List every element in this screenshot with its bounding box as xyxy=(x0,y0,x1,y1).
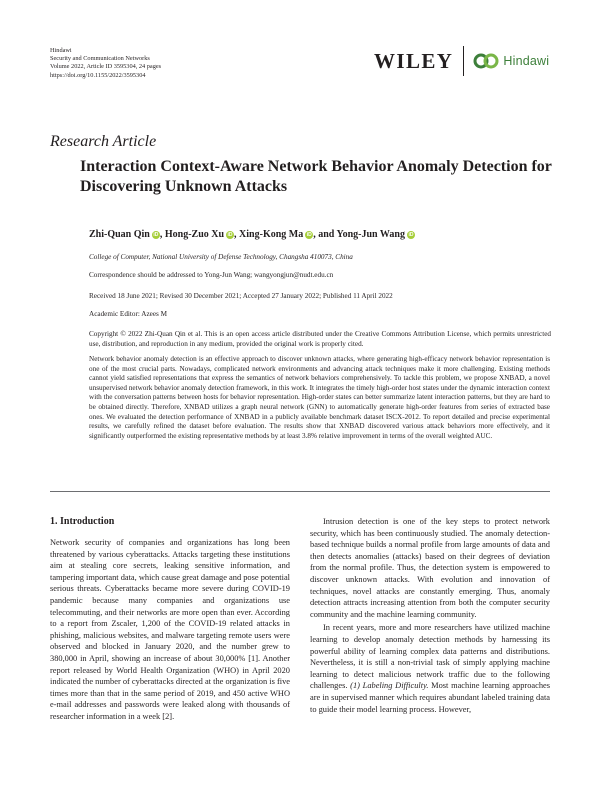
publisher-name: Hindawi xyxy=(50,47,72,54)
section-divider xyxy=(50,491,550,492)
article-type: Research Article xyxy=(50,133,157,150)
body-column-right xyxy=(310,516,550,715)
author-separator: , and xyxy=(313,229,337,240)
orcid-icon[interactable]: iD xyxy=(153,232,159,238)
affiliation: College of Computer, National University of Defense Technology, Changsha 410073, China xyxy=(89,253,353,261)
paragraph-text: In recent years, more and more researchers have utilized machine learning to develop anomaly detection methods by harnessing its powerful ability of learning complex data patterns and distributions. Nevertheless, it is still a non-trivial task of simply applying machine learning to detect malicious network traffic due to the following challenges. xyxy=(310,623,550,691)
author-name[interactable]: Hong-Zuo Xu xyxy=(164,229,225,240)
journal-info xyxy=(50,47,161,80)
hindawi-logo-text: Hindawi xyxy=(503,54,550,68)
author-name[interactable]: Yong-Jun Wang xyxy=(336,229,405,240)
author-separator: , xyxy=(234,229,240,240)
wiley-logo: WILEY xyxy=(374,48,454,73)
orcid-icon[interactable]: iD xyxy=(408,232,414,238)
correspondence: Correspondence should be addressed to Yong-Jun Wang; wangyongjun@nudt.edu.cn xyxy=(89,271,334,279)
article-title: Interaction Context-Aware Network Behavior Anomaly Detection for Discovering Unknown Attacks xyxy=(80,158,552,195)
orcid-icon[interactable]: iD xyxy=(306,232,312,238)
paragraph-text: Most machine learning approaches are in supervised manner which requires abundant labeled training data to guide their model learning process. However, xyxy=(310,681,550,714)
publisher-logos xyxy=(374,44,549,78)
section-heading: 1. Introduction xyxy=(50,516,115,527)
academic-editor: Academic Editor: Azees M xyxy=(89,310,168,318)
body-column-left xyxy=(50,537,290,723)
doi-link[interactable]: https://doi.org/10.1155/2022/3595304 xyxy=(50,71,146,79)
logo-divider xyxy=(463,46,464,76)
author-list xyxy=(89,229,415,240)
publication-dates: Received 18 June 2021; Revised 30 December 2021; Accepted 27 January 2022; Published 11 April 2022 xyxy=(89,292,393,300)
author-separator: , xyxy=(159,229,165,240)
emphasis-text: (1) Labeling Difficulty. xyxy=(350,681,429,691)
volume-line: Volume 2022, Article ID 3595304, 24 pages xyxy=(50,63,162,71)
author-name[interactable]: Zhi-Quan Qin xyxy=(89,229,150,240)
body-paragraph xyxy=(310,622,550,715)
copyright-notice: Copyright © 2022 Zhi-Quan Qin et al. This is an open access article distributed under the Creative Commons Attribution License, which permits unrestricted use, distribution, and reproduction in any medium, provided the original work is properly cited. xyxy=(89,330,551,348)
hindawi-logo-icon xyxy=(473,53,499,69)
journal-name: Security and Communication Networks xyxy=(50,55,150,63)
body-paragraph: Network security of companies and organizations has long been threatened by various cyberattacks. Attacks targeting these institutions aim at stealing core secrets, leaking sensitive information, and tampering important data, which cause great damage and pose potential serious threats. Cyberattacks became more severe during COVID-19 pandemic because many companies and organizations use telecommuting, and their networks are more open than ever. According to a report from Zscaler, 1,200 of the COVID-19 related attacks in phishing, malicious websites, and malware targeting remote users were observed and blocked in January 2020, and the number grew to 380,000 in April, showing an increase of about 30,000% [1]. Another report released by World Health Organization (WHO) in April 2020 indicated the number of cyberattacks directed at the organization is five times more than that in the same period of 2019, and 450 active WHO e-mail addresses and passwords were leaked along with thousands of researcher information in a week [2]. xyxy=(50,538,290,721)
author-name[interactable]: Xing-Kong Ma xyxy=(239,229,304,240)
orcid-icon[interactable]: iD xyxy=(227,232,233,238)
body-paragraph: Intrusion detection is one of the key steps to protect network security, which has been continuously studied. The anomaly detection-based technique builds a normal profile from large amounts of data and then detects anomalies (attacks) based on their degrees of deviation from the normal profile. Thus, the detection system is empowered to discover unknown attacks. With evolution and innovation of techniques, novel attacks are constantly emerging. Thus, anomaly detection attracts increasing attention from both the computer security community and the machine learning community. xyxy=(310,517,550,619)
abstract: Network behavior anomaly detection is an effective approach to discover unknown attacks, where generating high-efficacy network behavior representation is one of the most crucial parts. Nowadays, complicated network environments and advancing attack techniques make it more challenging. Existing methods cannot yield satisfied representations that express the semantics of network behaviors comprehensively. To tackle this problem, we propose XNBAD, a novel unsupervised network behavior anomaly detection framework, in this work. It integrates the timely high-order host states under the dynamic interaction context with the conversation patterns between hosts for behavior representation. High-order states can better summarize latent interaction patterns, but they are hard to be obtained directly. Therefore, XNBAD utilizes a graph neural network (GNN) to automatically generate high-order features from series of extracted base ones. We evaluated the detection performance of XNBAD in a publicly available benchmark dataset ISCX-2012. To report detailed and precise experimental results, we carefully refined the dataset before evaluation. The results show that XNBAD discovered various attack behaviors more effectively, and it significantly outperformed the existing representative methods by at least 3.8% relative improvement in terms of the overall weighted AUC. xyxy=(89,355,550,440)
